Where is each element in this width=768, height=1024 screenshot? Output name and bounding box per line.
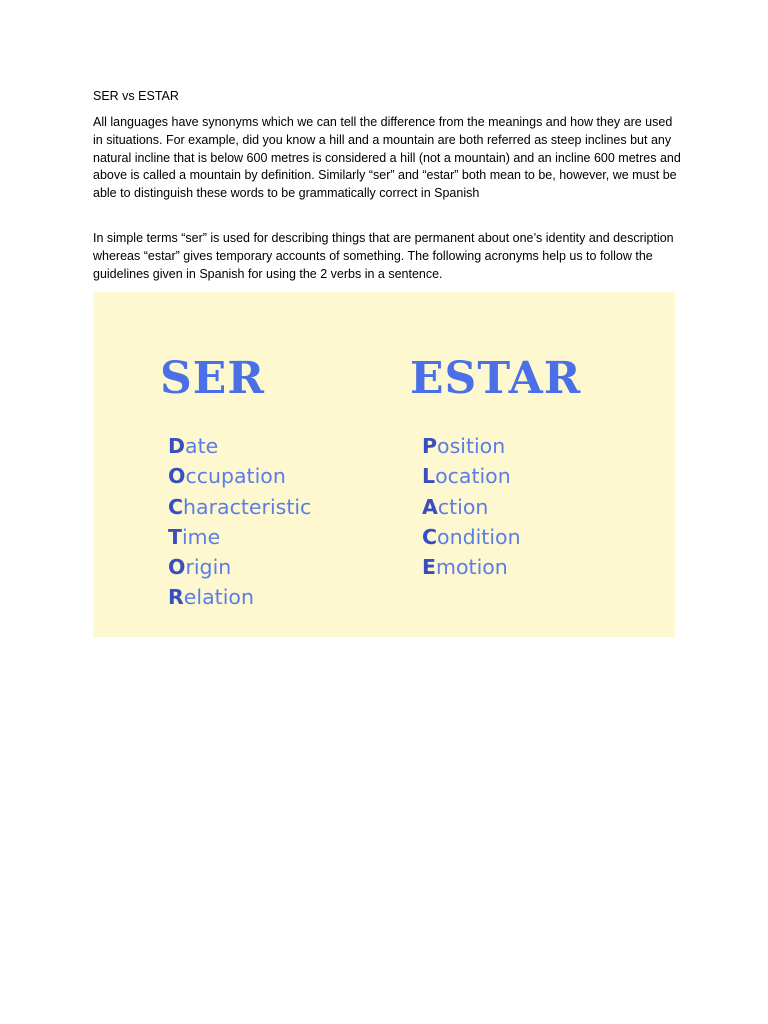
initial-letter: L bbox=[422, 464, 436, 489]
initial-letter: T bbox=[168, 524, 182, 549]
word-rest: ccupation bbox=[185, 464, 286, 489]
initial-letter: R bbox=[168, 585, 184, 610]
word-rest: ocation bbox=[435, 464, 511, 489]
initial-letter: C bbox=[168, 494, 184, 519]
estar-item bbox=[422, 431, 521, 461]
initial-letter: P bbox=[422, 434, 438, 458]
word-rest: ction bbox=[437, 494, 489, 519]
ser-heading: SER bbox=[160, 353, 265, 404]
word-rest: ate bbox=[185, 434, 219, 458]
initial-letter: C bbox=[422, 524, 438, 549]
initial-letter: D bbox=[168, 434, 186, 458]
word-rest: haracteristic bbox=[183, 494, 312, 519]
ser-item bbox=[168, 522, 311, 552]
word-rest: osition bbox=[437, 434, 506, 458]
word-rest: ime bbox=[181, 524, 221, 549]
initial-letter: E bbox=[422, 555, 437, 580]
word-rest: motion bbox=[436, 555, 508, 580]
document-title: SER vs ESTAR bbox=[93, 89, 179, 103]
estar-heading: ESTAR bbox=[410, 353, 582, 404]
initial-letter: O bbox=[168, 555, 186, 580]
acronym-panel bbox=[93, 292, 675, 637]
explanation-paragraph: In simple terms “ser” is used for describing things that are permanent about one’s identity and description whereas “estar” gives temporary accounts of something. The following acronyms help us to follow the guidelines given in Spanish for using the 2 verbs in a sentence. bbox=[93, 231, 674, 281]
ser-item bbox=[168, 492, 311, 522]
word-rest: ondition bbox=[437, 524, 521, 549]
estar-acronym-list bbox=[422, 431, 521, 582]
ser-acronym-list bbox=[168, 431, 311, 613]
ser-item bbox=[168, 552, 311, 582]
estar-item bbox=[422, 492, 521, 522]
estar-item bbox=[422, 552, 521, 582]
word-rest: elation bbox=[183, 585, 254, 610]
intro-paragraph: All languages have synonyms which we can tell the difference from the meanings and how they are used in situations. For example, did you know a hill and a mountain are both referred as steep inclines but any natural incline that is below 600 metres is considered a hill (not a mountain) and an incline 600 metres and above is called a mountain by definition. Similarly “ser” and “estar” both mean to be, however, we must be able to distinguish these words to be grammatically correct in Spanish bbox=[93, 115, 681, 201]
ser-item bbox=[168, 582, 311, 612]
estar-item bbox=[422, 522, 521, 552]
initial-letter: A bbox=[422, 494, 438, 519]
estar-item bbox=[422, 461, 521, 491]
ser-item bbox=[168, 431, 311, 461]
word-rest: rigin bbox=[185, 555, 232, 580]
initial-letter: O bbox=[168, 464, 186, 489]
ser-item bbox=[168, 461, 311, 491]
